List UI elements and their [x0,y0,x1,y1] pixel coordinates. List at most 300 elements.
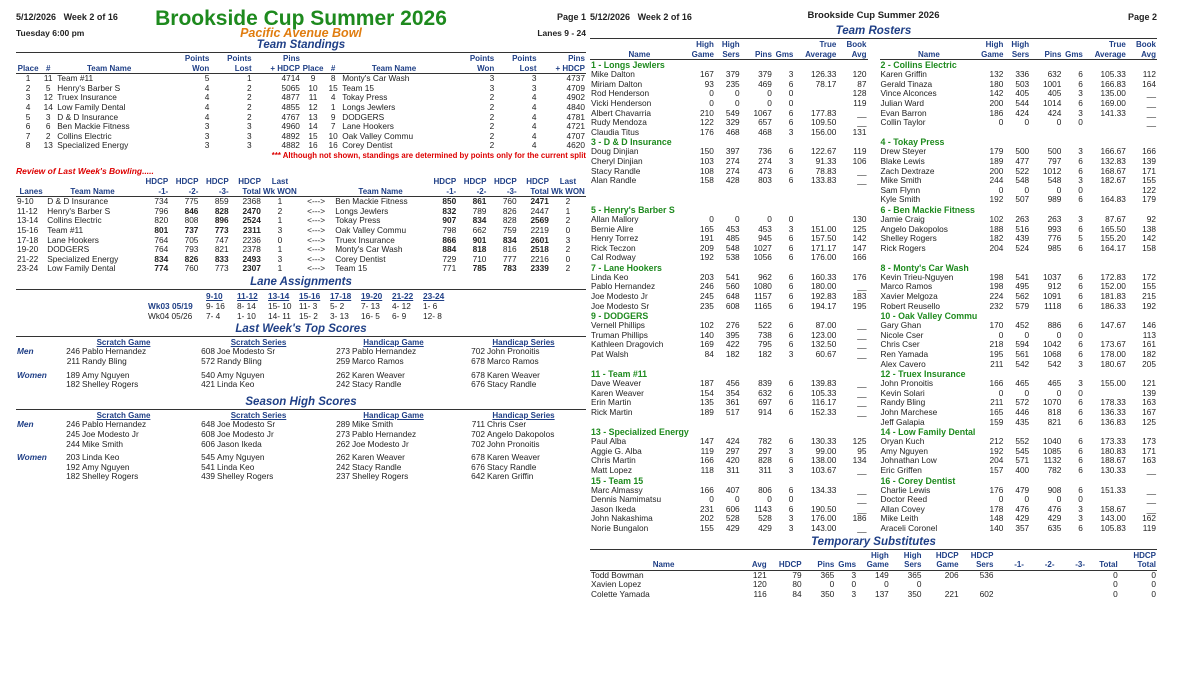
roster-cell: __ [1146,503,1156,514]
roster-cell: Ren Yamada [880,349,929,360]
roster-cell: 235 [725,78,740,89]
lane-pair: 1- 6 [423,300,438,311]
roster-cell: 181.83 [1100,291,1126,302]
subs-cell: 536 [979,569,994,580]
roster-cell: 245 [700,291,714,302]
roster-cell: 169.00 [1100,97,1126,108]
roster-cell: 1157 [754,291,772,302]
roster-cell: Shelley Rogers [880,233,937,244]
roster-header: Book Avg [837,40,867,60]
roster-cell: John Marchese [880,407,938,417]
score-cell: Joe Modesto Jr [217,429,274,440]
standings-cell: 1 [246,73,252,84]
roster-cell: 1042 [1042,339,1062,350]
roster-cell: 3 [1078,107,1083,118]
roster-cell: 192 [989,194,1004,205]
standings-cell: 2 [246,92,252,103]
roster-cell: Evan Barron [880,107,927,118]
roster-cell: 6 [1078,242,1083,253]
roster-cell: 6 [1078,165,1083,176]
roster-cell: 738 [758,329,772,340]
roster-cell: Pat Walsh [591,349,629,360]
roster-cell: 6 [1078,78,1083,89]
standings-cell: 9 [330,111,336,122]
standings-cell: 3 [204,130,210,141]
roster-cell: 232 [989,300,1004,311]
standings-cell: 4 [204,101,210,112]
review-cell: 2378 [242,244,261,255]
roster-cell: Rick Rogers [880,242,926,253]
review-cell: 2 [565,263,571,274]
review-cell: 834 [502,234,517,245]
roster-cell: 160.33 [810,271,837,282]
roster-cell: 195 [989,349,1004,360]
score-cell: Pablo Hernandez [82,346,147,357]
review-cell: <---> [307,234,326,245]
roster-cell: 397 [725,146,740,157]
roster-cell: 263 [1047,213,1062,224]
score-cell: John Pronoitis [487,438,540,449]
standings-cell: 4 [204,111,210,122]
roster-cell: 120 [852,69,867,80]
roster-cell: 119 [700,445,714,456]
review-cell: <---> [307,224,326,235]
subs-cell: 365 [907,569,922,580]
roster-row [880,128,1158,138]
spacer [16,390,586,394]
date-week: 5/12/2026 Week 2 of 16 [16,12,118,22]
review-cell: 19-20 [17,244,39,255]
review-cell: 747 [214,234,229,245]
review-cell: Ben Mackie Fitness [335,196,408,207]
roster-cell: Alex Cavero [880,358,926,369]
score-cell: 678 [471,356,485,367]
review-header: HDCP -1- [139,177,169,197]
roster-cell [715,186,741,196]
roster-cell: 200 [989,97,1004,108]
roster-header: Book Avg [1127,40,1157,60]
score-cell: 545 [201,452,215,463]
roster-cell [1084,253,1127,263]
roster-cell [1062,253,1083,263]
roster-cell: Mike Smith [880,175,922,186]
roster-cell: 3 [788,464,794,475]
score-cell: Karen Weaver [487,369,540,380]
roster-cell: Oryan Kuch [880,436,925,447]
roster-cell: 180.83 [1100,445,1126,456]
roster-cell: 142 [1142,233,1156,244]
team-name: 4 - Tokay Press [880,137,945,148]
subs-cell [994,570,1025,580]
roster-cell: 465 [1015,378,1030,389]
review-cell: D & D Insurance [47,196,109,207]
review-cell: 1 [277,263,283,274]
score-cell: 702 [471,429,485,440]
roster-cell: Bernie Alire [591,223,634,234]
roster-cell: __ [857,397,867,408]
review-cell: 771 [442,263,457,274]
roster-cell [837,360,867,370]
team-name: 12 - Truex Insurance [880,369,966,380]
roster-cell: 542 [1047,358,1062,369]
roster-cell: 263 [1015,213,1030,224]
roster-cell: __ [857,107,867,118]
roster-cell: 428 [725,175,740,186]
roster-cell: 1165 [754,300,772,311]
score-header: Scratch Series [230,337,287,347]
score-row [16,440,586,450]
roster-cell: 0 [709,494,714,505]
roster-cell: 0 [1024,184,1030,195]
roster-cell: 123.00 [810,329,837,340]
standings-cell: 4902 [566,92,585,103]
roster-cell: 87.00 [815,320,837,331]
review-cell: 760 [184,263,199,274]
subs-cell: 0 [1113,569,1118,580]
review-cell: 801 [154,224,169,235]
score-group-label: Men [17,346,34,357]
standings-cell: 14 [43,101,53,112]
season-high-table [16,411,586,486]
roster-cell: 562 [1015,291,1030,302]
standings-cell: 5 [45,82,51,93]
roster-cell: 6 [1078,397,1083,408]
score-cell: 182 [66,379,80,390]
roster-cell: 648 [725,291,740,302]
roster-cell: 962 [758,271,772,282]
roster-cell: 166.67 [1100,146,1126,157]
lane-pair: 7- 13 [361,300,380,311]
standings-cell: 10 [328,130,338,141]
roster-cell: Collin Taylor [880,117,926,128]
roster-cell: 500 [1015,146,1030,157]
score-cell: Shelley Rogers [82,379,139,390]
roster-header: High Game [689,40,715,60]
review-cell: Team 15 [335,263,368,274]
roster-cell: 168.67 [1100,165,1126,176]
roster-cell: 405 [1015,88,1030,99]
roster-cell: 156.00 [810,126,837,137]
roster-cell: 495 [1015,281,1030,292]
roster-cell: 6 [788,291,794,302]
score-cell: Stacy Randle [487,379,537,390]
score-cell: Mike Smith [352,419,394,430]
standings-cell: 5065 [281,82,300,93]
roster-cell: 178.33 [1100,397,1126,408]
subs-table [590,551,1157,600]
roster-cell: 162 [1142,513,1156,524]
subs-row [590,590,1157,600]
roster-cell: __ [857,281,867,292]
score-cell: Linda Keo [82,452,120,463]
score-cell: John Pronoitis [487,346,540,357]
roster-cell: 102 [700,320,714,331]
lane-row [16,311,586,321]
standings-cell: 2 [489,140,495,151]
roster-cell: 78.17 [815,78,837,89]
review-cell: 737 [184,224,199,235]
team-name: 10 - Oak Valley Commu [880,311,978,322]
roster-cell: 361 [725,397,740,408]
roster-cell: 516 [1015,223,1030,234]
standings-cell: Specialized Energy [57,140,129,151]
standings-cell: 16 [328,140,338,151]
review-cell: 777 [502,253,517,264]
roster-header: High Game [978,40,1004,60]
lane-header-row [16,291,586,301]
subs-header: Gms [835,551,857,571]
roster-cell: 1056 [753,252,772,263]
roster-cell: 485 [725,233,740,244]
review-cell: 17-18 [17,234,39,245]
roster-cell: 6 [1078,445,1083,456]
standings-cell: 13 [43,140,53,151]
review-cell: 789 [472,205,487,216]
standings-cell: 3 [246,140,252,151]
roster-cell: 452 [1015,320,1030,331]
roster-cell: 697 [758,397,772,408]
date-week-2: 5/12/2026 Week 2 of 16 [590,12,692,22]
subs-cell: 0 [1151,569,1156,580]
score-cell: 540 [201,369,215,380]
roster-cell: __ [857,165,867,176]
roster-cell: 0 [788,88,794,99]
roster-cell: 139.83 [810,378,837,389]
roster-cell: 1085 [1042,445,1062,456]
standings-cell: 2 [489,121,495,132]
roster-cell: 3 [1078,378,1083,389]
standings-cell: Ben Mackie Fitness [57,121,130,132]
roster-cell: 182 [725,349,740,360]
score-cell: Joe Modesto Sr [217,346,276,357]
roster-cell: 579 [1015,300,1030,311]
roster-cell [1084,128,1127,138]
roster-cell: 0 [735,97,740,108]
team-name: 6 - Ben Mackie Fitness [880,204,975,215]
standings-cell: 4892 [281,130,300,141]
roster-cell: 0 [709,213,714,224]
review-cell: 11-12 [17,205,38,216]
roster-cell: 6 [788,397,794,408]
roster-cell: 354 [725,387,740,398]
standings-cell: D & D Insurance [57,111,119,122]
team-name: 13 - Specialized Energy [591,427,689,438]
lane-week: Wk03 05/19 [148,300,193,311]
review-cell: 0 [277,234,283,245]
subs-cell [1025,570,1056,580]
review-cell: 13-14 [17,215,39,226]
roster-cell: __ [857,407,867,417]
score-cell: Mike Smith [82,438,124,449]
roster-cell [880,128,979,138]
roster-table-right [880,40,1158,534]
roster-cell: 166 [1142,146,1156,157]
score-cell: 262 [336,438,350,449]
subs-cell: 365 [820,569,835,580]
review-cell: <---> [307,205,326,216]
roster-cell: 6 [788,455,794,466]
review-cell: Low Family Dental [47,263,116,274]
standings-cell: 2 [489,101,495,112]
roster-cell: 400 [1015,464,1030,475]
lane-pair: 15- 10 [268,300,292,311]
roster-cell [978,128,1004,138]
roster-cell: 143.00 [810,522,837,533]
roster-cell: 139 [1142,155,1156,166]
roster-cell: 125 [852,223,867,234]
review-header: Last Wk WON [551,176,585,196]
roster-cell: 0 [709,97,714,108]
roster-row [880,118,1158,128]
roster-cell: 0 [788,97,794,108]
score-cell: Shelley Rogers [352,471,409,482]
subs-cell: 0 [1151,579,1156,590]
roster-cell: 215 [1142,291,1156,302]
roster-cell: 198 [989,271,1004,282]
roster-cell: 195 [852,300,867,311]
roster-cell: Araceli Coronel [880,522,938,533]
roster-cell: Rod Henderson [591,88,650,99]
review-header: HDCP -1- [427,177,457,197]
roster-cell: 476 [1047,503,1062,514]
roster-cell: 542 [1015,358,1030,369]
roster-cell: 6 [788,165,794,176]
standings-cell: 3 [489,82,495,93]
review-cell: 2518 [530,244,549,255]
roster-cell: 167 [700,69,714,80]
subs-cell: 0 [1151,588,1156,599]
roster-cell: 167 [1142,407,1156,417]
roster-cell: Blake Lewis [880,155,925,166]
standings-header: Pins + HDCP [538,54,586,74]
roster-header: Gms [1062,40,1083,60]
standings-cell: 3 [45,111,51,122]
standings-cell: 8 [25,140,31,151]
lane-header: 9-10 [206,290,223,301]
lane-header: 19-20 [361,290,383,301]
roster-cell: Doctor Reed [880,494,928,505]
roster-cell: Joe Modesto Jr [591,291,648,302]
subs-cell: 116 [753,588,767,599]
standings-cell: Tokay Press [342,92,388,103]
roster-cell: 657 [758,117,772,128]
roster-cell: Eric Griffen [880,464,922,475]
roster-cell: 3 [788,513,794,524]
roster-cell: 155.00 [1100,378,1126,389]
roster-cell: 456 [725,378,740,389]
roster-cell: Cal Rodway [591,252,636,263]
review-cell: 3 [277,224,283,235]
review-header [298,177,334,197]
review-cell: 773 [214,263,229,274]
score-cell: 642 [471,471,485,482]
standings-cell: Team #11 [57,73,94,84]
score-cell: Marco Ramos [487,356,539,367]
standings-cell: 16 [308,140,318,151]
roster-cell: 0 [1024,494,1030,505]
standings-cell: 4767 [281,111,300,122]
roster-cell: 6 [1078,281,1083,292]
roster-cell: Albert Chavarria [591,107,651,118]
roster-cell: 446 [1015,407,1030,417]
roster-cell: 142 [989,88,1004,99]
lane-pair: 14- 11 [268,310,291,321]
subs-cell [1025,580,1056,590]
standings-note: *** Although not shown, standings are determined by points only for the current split [271,150,586,160]
roster-cell: 0 [735,213,740,224]
roster-cell [741,186,773,196]
season-high-title: Season High Scores [16,396,586,410]
standings-cell: 4 [531,121,537,132]
score-header: Handicap Series [492,410,555,420]
subs-cell: Todd Bowman [591,569,644,580]
review-cell: 2219 [530,224,549,235]
roster-cell: Allan Covey [880,503,925,514]
roster-cell: 3 [1078,503,1083,514]
lane-pair: 11- 3 [299,300,318,311]
roster-row [880,253,1158,263]
roster-cell: 6 [1078,300,1083,311]
day-time: Tuesday 6:00 pm [16,28,85,38]
roster-cell: 155 [1142,175,1156,186]
roster-cell [741,418,773,428]
roster-cell: 311 [758,464,772,475]
roster-cell: Karen Griffin [880,69,927,80]
roster-cell: 3 [788,445,794,456]
roster-cell: __ [857,378,867,389]
subs-cell: 120 [752,579,767,590]
roster-cell: 130.33 [810,436,837,447]
score-cell: 189 [66,369,80,380]
roster-cell: 821 [1047,416,1062,427]
roster-cell: Gerald Tinaza [880,78,933,89]
subs-cell [1055,570,1086,580]
roster-cell: 736 [758,146,772,157]
standings-cell: 15 [328,82,338,93]
score-cell: 648 [201,419,215,430]
roster-cell: 119 [853,97,867,108]
review-cell: Monty's Car Wash [335,244,403,255]
roster-row [590,418,868,428]
review-header: HDCP -3- [199,177,229,197]
lane-pair: 1- 10 [237,310,256,321]
subs-header: HDCP Sers [960,551,995,571]
roster-cell: __ [857,349,867,360]
roster-cell: 136.33 [1100,407,1126,417]
roster-cell: 429 [1047,513,1062,524]
roster-cell: 0 [1056,184,1062,195]
roster-cell: 0 [767,97,772,108]
roster-cell: 439 [1015,233,1030,244]
roster-cell: 84 [704,349,714,360]
roster-cell: Marc Almassy [591,484,643,495]
roster-cell: 134 [852,455,867,466]
score-cell: 244 [66,438,80,449]
lane-header: 13-14 [268,290,290,301]
roster-cell: 476 [1015,503,1030,514]
roster-cell: 163 [1142,455,1156,466]
roster-cell: __ [1146,88,1156,99]
lane-assignments [16,291,586,321]
roster-cell: Angelo Dakopolos [880,223,948,234]
roster-cell: 0 [1078,117,1083,128]
review-cell: 2493 [242,253,261,264]
score-group-label [16,430,56,440]
roster-cell: 6 [788,387,794,398]
review-cell: 828 [214,205,229,216]
standings-cell: 3 [246,130,252,141]
roster-cell: 122 [1142,184,1156,195]
